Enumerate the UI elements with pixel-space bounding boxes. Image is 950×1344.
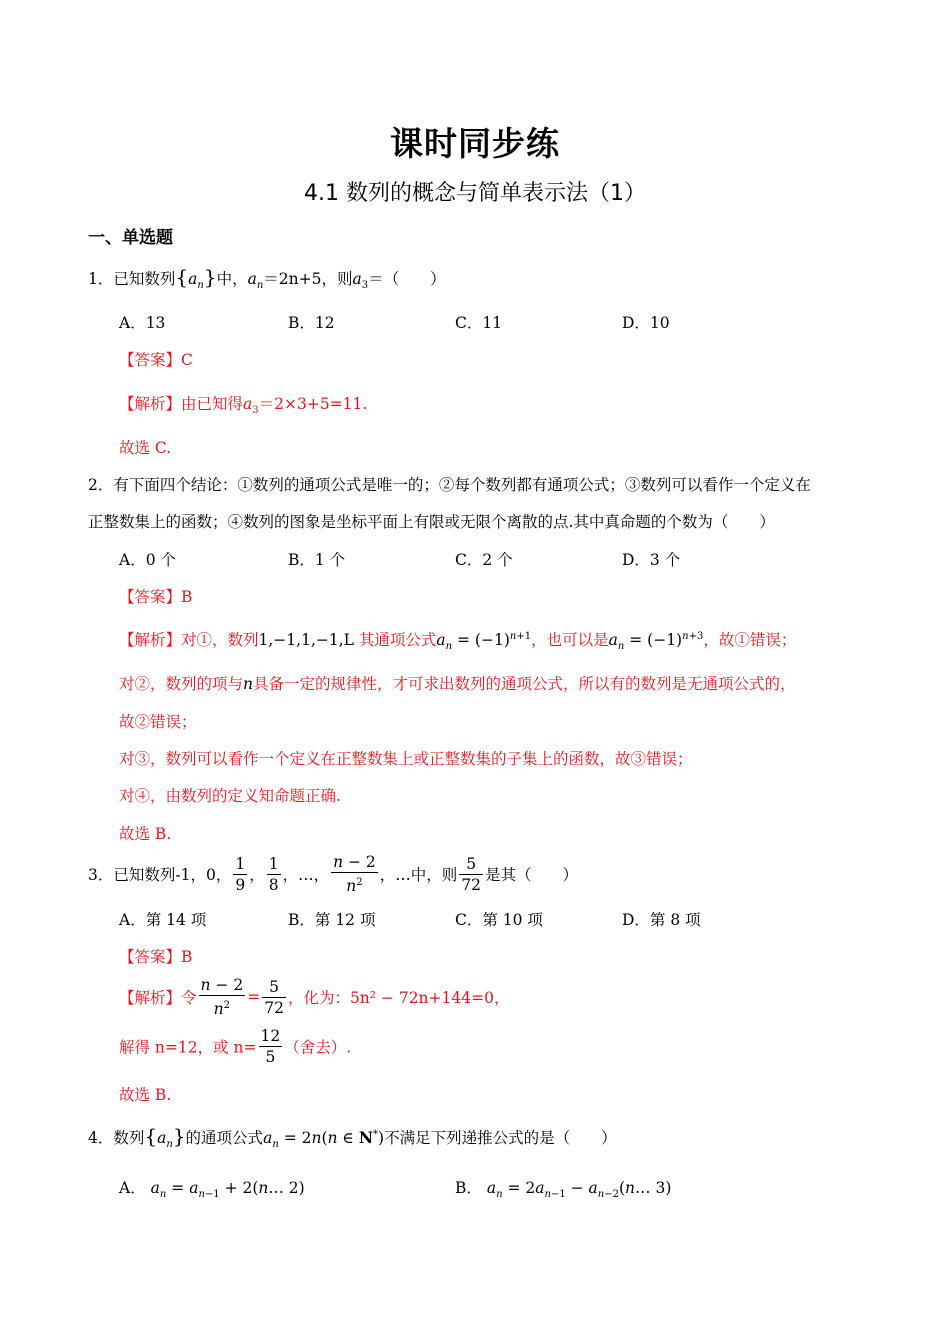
q1-answer: 【答案】C [119, 351, 193, 369]
q2-option-c[interactable]: C．2 个 [455, 551, 513, 569]
q3-analysis-line1: 【解析】令 $\frac{n - 2}{n^2}$ = $\frac{5}{72}$ ，化为：5n² − 72n+144=0， [119, 976, 510, 1019]
q2-analysis-line3: 故②错误； [119, 713, 197, 731]
q1-option-a[interactable]: A．13 [119, 314, 166, 332]
q1-analysis: 【解析】由已知得$a_3=2\times 3+5=11$. [119, 395, 368, 417]
q1-stem: 1．已知数列$\{a_n\}$中，$a_n=2n+5$，则$a_3=$（ ） [88, 265, 446, 292]
q2-analysis-line1: 【解析】对①，数列1,−1,1,−1,L 其通项公式$a_n = (-1)^{n+1}$，也可以是$a_n = (-1)^{n+3}$，故①错误； [119, 630, 797, 653]
q3-option-d[interactable]: D．第 8 项 [622, 911, 701, 929]
q2-analysis-line2: 对②，数列的项与n具备一定的规律性，才可求出数列的通项公式，所以有的数列是无通项公式的， [119, 675, 796, 693]
q4-option-b[interactable]: B． $a_n = 2a_{n-1}$ − $a_{n-2}(n\dots$ 3) [455, 1179, 672, 1201]
q4-option-a[interactable]: A． $a_n = a_{n-1}$ + 2(n… 2) [119, 1179, 305, 1201]
q4-stem: 4．数列$\{a_n\}$的通项公式$a_n = 2n(n$ ∈ N*)不满足下列递推公式的是（ ） [88, 1124, 617, 1151]
q2-answer: 【答案】B [119, 588, 193, 606]
q3-analysis-line2: 解得 n=12，或 n= $\frac{12}{5}$ （舍去）. [119, 1027, 352, 1066]
q2-analysis-line4: 对③，数列可以看作一个定义在正整数集上或正整数集的子集上的函数，故③错误； [119, 750, 693, 768]
page-subtitle: 4.1 数列的概念与简单表示法（1） [304, 181, 646, 206]
page-title: 课时同步练 [390, 124, 560, 163]
q1-option-b[interactable]: B．12 [288, 314, 335, 332]
q2-conclusion: 故选 B. [119, 825, 172, 843]
q2-option-d[interactable]: D．3 个 [622, 551, 681, 569]
q3-option-c[interactable]: C．第 10 项 [455, 911, 543, 929]
q1-option-d[interactable]: D．10 [622, 314, 670, 332]
q2-stem-line1: 2．有下面四个结论：①数列的通项公式是唯一的；②每个数列都有通项公式；③数列可以看作一个定义在 [88, 476, 811, 494]
q2-option-b[interactable]: B．1 个 [288, 551, 346, 569]
q1-option-c[interactable]: C．11 [455, 314, 503, 332]
q1-conclusion: 故选 C. [119, 439, 172, 457]
q3-option-b[interactable]: B．第 12 项 [288, 911, 376, 929]
q3-answer: 【答案】B [119, 948, 193, 966]
section-heading: 一、单选题 [88, 228, 173, 248]
q2-stem-line2: 正整数集上的函数；④数列的图象是坐标平面上有限或无限个离散的点.其中真命题的个数为（ ） [88, 513, 775, 531]
q2-analysis-line5: 对④，由数列的定义知命题正确. [119, 787, 341, 805]
q3-option-a[interactable]: A．第 14 项 [119, 911, 207, 929]
q3-conclusion: 故选 B. [119, 1086, 172, 1104]
q2-option-a[interactable]: A．0 个 [119, 551, 176, 569]
q3-stem: 3．已知数列-1，0， $\frac{1}{9}$ ， $\frac{1}{8}$ ，…， $\frac{n - 2}{n^2}$ ，…中，则 $\frac{5}{72}$ 是其（ ） [88, 853, 579, 896]
